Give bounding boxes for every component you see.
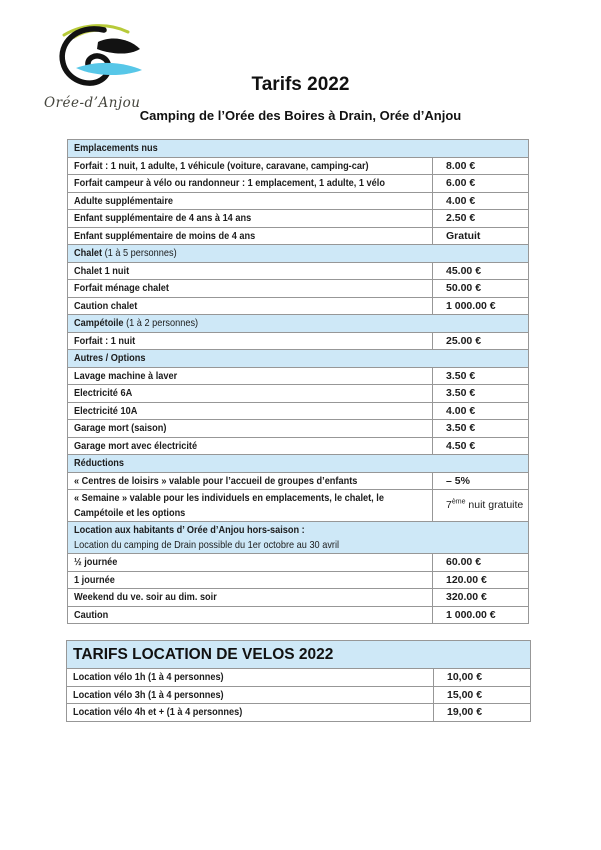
logo-caption: Orée-d’Anjou (44, 95, 141, 111)
item-label-cell (68, 210, 433, 228)
item-price: 4.00 € (446, 404, 476, 417)
price-row (68, 606, 529, 624)
section-header-cell (68, 245, 529, 263)
section-row (68, 245, 529, 263)
section-header-cell (68, 315, 529, 333)
item-price-cell (433, 157, 529, 175)
price-row (68, 227, 529, 245)
bike-item-label: Location vélo 3h (1 à 4 personnes) (73, 688, 224, 701)
price-row (68, 571, 529, 589)
price-row (68, 192, 529, 210)
bike-item-price: 10,00 € (447, 671, 483, 683)
item-price: 50.00 € (446, 282, 482, 294)
section-title: Location aux habitants d’ Orée d’Anjou hors-saison : (74, 524, 305, 536)
item-label: Lavage machine à laver (74, 369, 178, 382)
section-title: Autres / Options (74, 352, 146, 364)
tariff-table-body (68, 140, 529, 624)
bike-price-row (67, 704, 531, 722)
price-row (68, 385, 529, 403)
section-row (68, 522, 529, 554)
item-price-cell (433, 420, 529, 438)
section-title-line (74, 316, 527, 331)
item-label: Garage mort (saison) (74, 422, 167, 434)
item-price: 7ème nuit gratuite (446, 498, 524, 512)
item-price: 3.50 € (446, 387, 476, 399)
price-row (68, 490, 529, 522)
item-label: 1 journée (74, 573, 115, 586)
price-row (68, 589, 529, 607)
item-price-cell (433, 606, 529, 624)
item-price-cell (433, 554, 529, 572)
item-price: – 5% (446, 474, 470, 487)
item-label-cell (68, 490, 433, 522)
item-price-cell (433, 297, 529, 315)
item-label-cell (68, 571, 433, 589)
section-header-cell (68, 522, 529, 554)
item-label: « Semaine » valable pour les individuels en emplacements, le chalet, le Campétoile et les options (74, 492, 384, 519)
item-label: « Centres de loisirs » valable pour l’accueil de groupes d’enfants (74, 474, 358, 487)
bike-price-row (67, 686, 531, 704)
tariff-table (67, 139, 529, 624)
item-price: 120.00 € (446, 573, 487, 586)
item-label-cell (68, 297, 433, 315)
section-header-cell (68, 350, 529, 368)
bike-tariff-table (66, 640, 531, 722)
item-label: Caution (74, 608, 109, 621)
item-label-cell (68, 420, 433, 438)
bike-item-label-cell (67, 704, 434, 722)
item-price: 25.00 € (446, 334, 482, 347)
item-price: 1 000.00 € (446, 299, 496, 312)
bike-item-price: 15,00 € (447, 688, 483, 701)
section-title-line (74, 351, 527, 366)
item-label-cell (68, 472, 433, 490)
item-label-cell (68, 437, 433, 455)
item-label-cell (68, 367, 433, 385)
item-price-cell (433, 490, 529, 522)
item-label-cell (68, 589, 433, 607)
item-label: Weekend du ve. soir au dim. soir (74, 591, 217, 603)
section-row (68, 140, 529, 158)
section-row (68, 455, 529, 473)
page-title: Tarifs 2022 (251, 74, 350, 95)
item-label: Forfait ménage chalet (74, 282, 169, 294)
bike-item-price-cell (434, 704, 531, 722)
price-row (68, 332, 529, 350)
item-label-cell (68, 385, 433, 403)
section-title: Réductions (74, 457, 125, 469)
section-row (68, 315, 529, 333)
item-price: 45.00 € (446, 264, 482, 277)
logo-brush (97, 38, 140, 53)
item-label-cell (68, 157, 433, 175)
item-price-cell (433, 332, 529, 350)
item-price: 3.50 € (446, 369, 476, 382)
item-label: Electricité 10A (74, 404, 138, 417)
item-price: 6.00 € (446, 177, 476, 189)
price-row (68, 402, 529, 420)
item-price-cell (433, 437, 529, 455)
section-subtitle: Location du camping de Drain possible du 1er octobre au 30 avril (74, 538, 340, 551)
item-label: Enfant supplémentaire de 4 ans à 14 ans (74, 212, 252, 224)
bike-item-price-cell (434, 669, 531, 687)
item-price: 2.50 € (446, 212, 476, 224)
bike-item-label-cell (67, 686, 434, 704)
price-row (68, 367, 529, 385)
bike-item-label-cell (67, 669, 434, 687)
item-price: Gratuit (446, 229, 481, 242)
bike-item-price-cell (434, 686, 531, 704)
oree-anjou-logo (40, 20, 170, 111)
item-price-cell (433, 472, 529, 490)
section-row (68, 350, 529, 368)
item-label: Caution chalet (74, 299, 138, 312)
price-row (68, 175, 529, 193)
item-label-cell (68, 606, 433, 624)
item-price-cell (433, 175, 529, 193)
bike-item-label: Location vélo 1h (1 à 4 personnes) (73, 671, 224, 683)
bike-item-price: 19,00 € (447, 706, 483, 718)
item-label: ½ journée (74, 556, 118, 568)
section-title-line (74, 141, 527, 156)
item-price: 60.00 € (446, 556, 482, 568)
price-row (68, 437, 529, 455)
section-title: Chalet (74, 247, 103, 259)
price-row (68, 472, 529, 490)
section-title-line (74, 523, 527, 538)
bike-table-body (67, 641, 531, 722)
price-row (68, 420, 529, 438)
price-superscript: ème (451, 498, 466, 506)
item-label-cell (68, 192, 433, 210)
bike-item-label: Location vélo 4h et + (1 à 4 personnes) (73, 706, 243, 718)
item-label-cell (68, 280, 433, 298)
item-price-cell (433, 367, 529, 385)
item-price-cell (433, 210, 529, 228)
item-price: 4.00 € (446, 194, 476, 207)
item-label: Forfait campeur à vélo ou randonneur : 1 emplacement, 1 adulte, 1 vélo (74, 177, 385, 189)
item-label: Chalet 1 nuit (74, 264, 130, 277)
item-label: Electricité 6A (74, 387, 133, 399)
price-row (68, 157, 529, 175)
price-row (68, 554, 529, 572)
section-title: Emplacements nus (74, 142, 158, 154)
item-price: 320.00 € (446, 591, 487, 603)
item-price: 4.50 € (446, 439, 476, 452)
item-label: Forfait : 1 nuit, 1 adulte, 1 véhicule (voiture, caravane, camping-car) (74, 159, 369, 172)
item-price-cell (433, 280, 529, 298)
section-note: (1 à 5 personnes) (102, 247, 177, 259)
item-label-cell (68, 554, 433, 572)
item-label-cell (68, 262, 433, 280)
item-label-cell (68, 332, 433, 350)
bike-header-row (67, 641, 531, 669)
section-note: (1 à 2 personnes) (123, 317, 199, 329)
item-label: Garage mort avec électricité (74, 439, 198, 452)
item-price-cell (433, 262, 529, 280)
item-price-cell (433, 402, 529, 420)
item-price-cell (433, 385, 529, 403)
item-price-cell (433, 589, 529, 607)
item-label-cell (68, 402, 433, 420)
item-label: Enfant supplémentaire de moins de 4 ans (74, 229, 256, 242)
item-price-cell (433, 227, 529, 245)
item-price-cell (433, 571, 529, 589)
bike-price-row (67, 669, 531, 687)
section-header-cell (68, 455, 529, 473)
item-price: 1 000.00 € (446, 608, 496, 621)
item-price-cell (433, 192, 529, 210)
section-title: Campétoile (74, 317, 124, 329)
item-price: 3.50 € (446, 422, 476, 434)
price-row (68, 297, 529, 315)
price-row (68, 280, 529, 298)
section-title-line (74, 246, 527, 261)
price-row (68, 262, 529, 280)
item-label: Forfait : 1 nuit (74, 334, 136, 347)
item-label: Adulte supplémentaire (74, 194, 174, 207)
section-title-line (74, 456, 527, 471)
page-subtitle: Camping de l’Orée des Boires à Drain, Orée d’Anjou (139, 108, 462, 123)
item-label-cell (68, 227, 433, 245)
section-header-cell (68, 140, 529, 158)
item-price: 8.00 € (446, 159, 476, 172)
bike-table-title: TARIFS LOCATION DE VELOS 2022 (67, 641, 531, 669)
price-row (68, 210, 529, 228)
item-label-cell (68, 175, 433, 193)
